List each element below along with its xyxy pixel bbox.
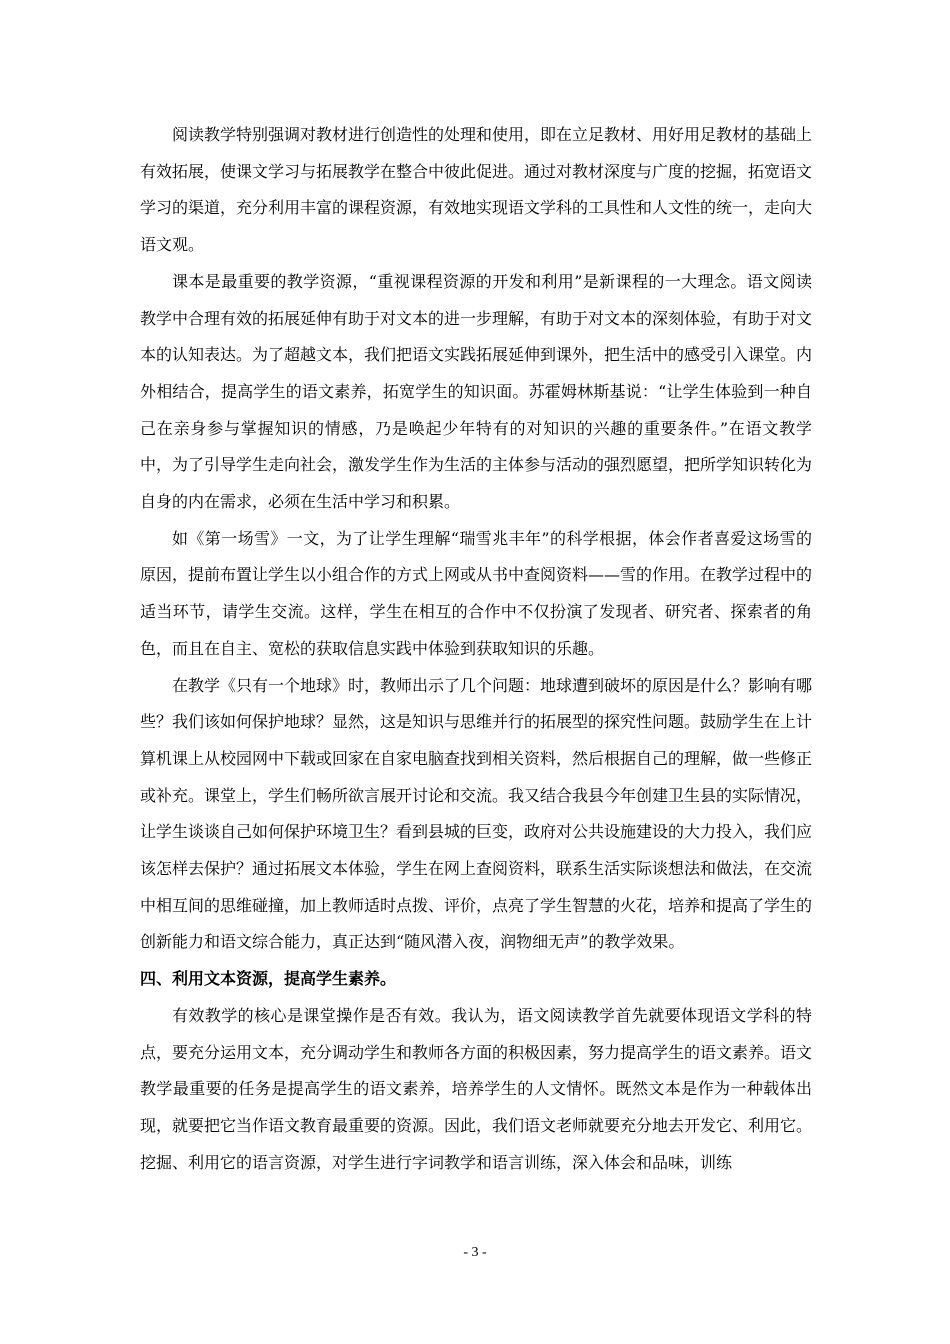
- paragraph-4: 在教学《只有一个地球》时，教师出示了几个问题：地球遭到破坏的原因是什么？影响有哪些？我们该如何保护地球？显然，这是知识与思维并行的拓展型的探究性问题。鼓励学生在上计算机课上从校园网中下载或回家在自家电脑查找到相关资料，然后根据自己的理解，做一些修正或补充。课堂上，学生们畅所欲言展开讨论和交流。我又结合我县今年创建卫生县的实际情况，让学生谈谈自己如何保护环境卫生？看到县城的巨变，政府对公共设施建设的大力投入，我们应该怎样去保护？通过拓展文本体验，学生在网上查阅资料，联系生活实际谈想法和做法，在交流中相互间的思维碰撞，加上教师适时点拨、评价，点亮了学生智慧的火花，培养和提高了学生的创新能力和语文综合能力，真正达到“随风潜入夜，润物细无声”的教学效果。: [140, 675, 813, 952]
- document-body: [140, 117, 812, 1181]
- page-number: - 3 -: [463, 1245, 487, 1260]
- section-paragraph-1: 有效教学的核心是课堂操作是否有效。我认为，语文阅读教学首先就要体现语文学科的特点，要充分运用文本，充分调动学生和教师各方面的积极因素，努力提高学生的语文素养。语文教学最重要的任务是提高学生的语文素养，培养学生的人文情怀。既然文本是作为一种载体出现，就要把它当作语文教育最重要的资源。因此，我们语文老师就要充分地去开发它、利用它。挖掘、利用它的语言资源，对学生进行字词教学和语言训练，深入体会和品味，训练: [140, 1005, 813, 1172]
- paragraph-1: 阅读教学特别强调对教材进行创造性的处理和使用，即在立足教材、用好用足教材的基础上有效拓展，使课文学习与拓展教学在整合中彼此促进。通过对教材深度与广度的挖掘，拓宽语文学习的渠道，充分利用丰富的课程资源，有效地实现语文学科的工具性和人文性的统一，走向大语文观。: [140, 125, 813, 255]
- section-heading: 四、利用文本资源，提高学生素养。: [140, 969, 397, 989]
- paragraph-3: 如《第一场雪》一文，为了让学生理解“瑞雪兆丰年”的科学根据，体会作者喜爱这场雪的原因，提前布置让学生以小组合作的方式上网或从书中查阅资料——雪的作用。在教学过程中的适当环节，请学生交流。这样，学生在相互的合作中不仅扮演了发现者、研究者、探索者的角色，而且在自主、宽松的获取信息实践中体验到获取知识的乐趣。: [140, 528, 813, 658]
- paragraph-2: 课本是最重要的教学资源，“重视课程资源的开发和利用”是新课程的一大理念。语文阅读教学中合理有效的拓展延伸有助于对文本的进一步理解，有助于对文本的深刻体验，有助于对文本的认知表达。为了超越文本，我们把语文实践拓展延伸到课外，把生活中的感受引入课堂。内外相结合，提高学生的语文素养，拓宽学生的知识面。苏霍姆林斯基说：“让学生体验到一种自己在亲身参与掌握知识的情感，乃是唤起少年特有的对知识的兴趣的重要条件。”在语文教学中，为了引导学生走向社会，激发学生作为生活的主体参与活动的强烈愿望，把所学知识转化为自身的内在需求，必须在生活中学习和积累。: [140, 271, 813, 512]
